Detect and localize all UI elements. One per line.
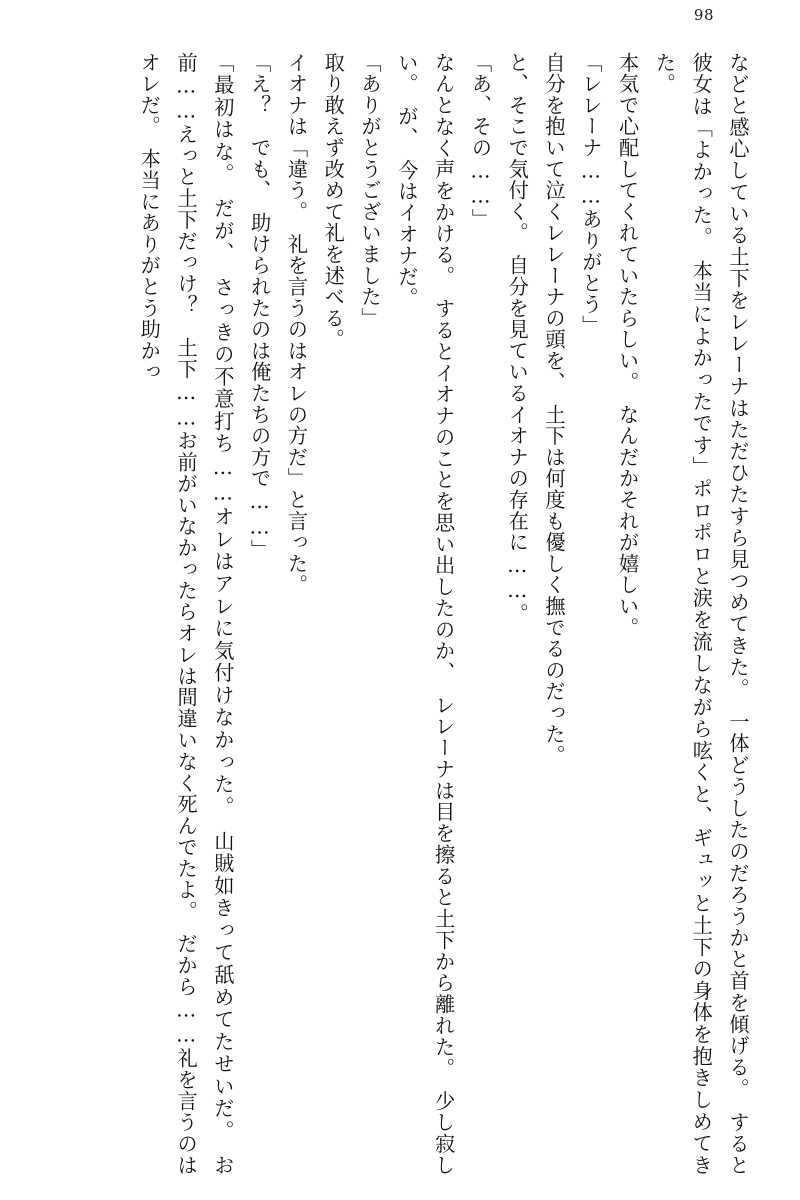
paragraph: 「最初はな。 だが、 さっきの不意打ち……オレはアレに気付けなかった。 山賊如きって舐めてたせいだ。 お前……えっと土下だっけ？ 土下……お前がいなかったらオレは間違いなく死んでたよ。 だから……礼を言うのはオレだ。 本当にありがとう助かっ: [137, 52, 235, 1176]
paragraph: なんとなく声をかける。 するとイオナのことを思い出したのか、 レレーナは目を擦ると土下から離れた。 少し寂しい。 が、 今はイオナだ。: [394, 52, 456, 1176]
paragraph: 「あ、その……」: [468, 52, 493, 230]
paragraph: と、そこで気付く。 自分を見ているイオナの存在に……。: [505, 52, 530, 625]
paragraph: 「レレーナ……ありがとう」: [578, 52, 603, 337]
paragraph: 「え？ でも、 助けられたのは俺たちの方で……」: [247, 52, 272, 561]
paragraph: 「ありがとうございました」: [358, 52, 383, 329]
vertical-text-body: [44, 52, 756, 1176]
paragraph: 自分を抱いて泣くレレーナの頭を、 土下は何度も優しく撫でるのだった。: [542, 52, 567, 767]
paragraph: イオナは「違う。 礼を言うのはオレの方だ」と言った。: [284, 52, 309, 596]
page-number: 98: [693, 6, 714, 24]
paragraph: などと感心している土下をレレーナはただひたすら見つめてきた。 一体どうしたのだろうかと首を傾げる。 すると彼女は「よかった。 本当によかったです」ポロポロと涙を流しながら呟くと、ギュッと土下の身体を抱きしめてきた。: [652, 52, 750, 1176]
paragraph: 本気で心配してくれていたらしい。 なんだかそれが嬉しい。: [615, 52, 640, 639]
paragraph: 取り敢えず改めて礼を述べる。: [321, 52, 346, 351]
